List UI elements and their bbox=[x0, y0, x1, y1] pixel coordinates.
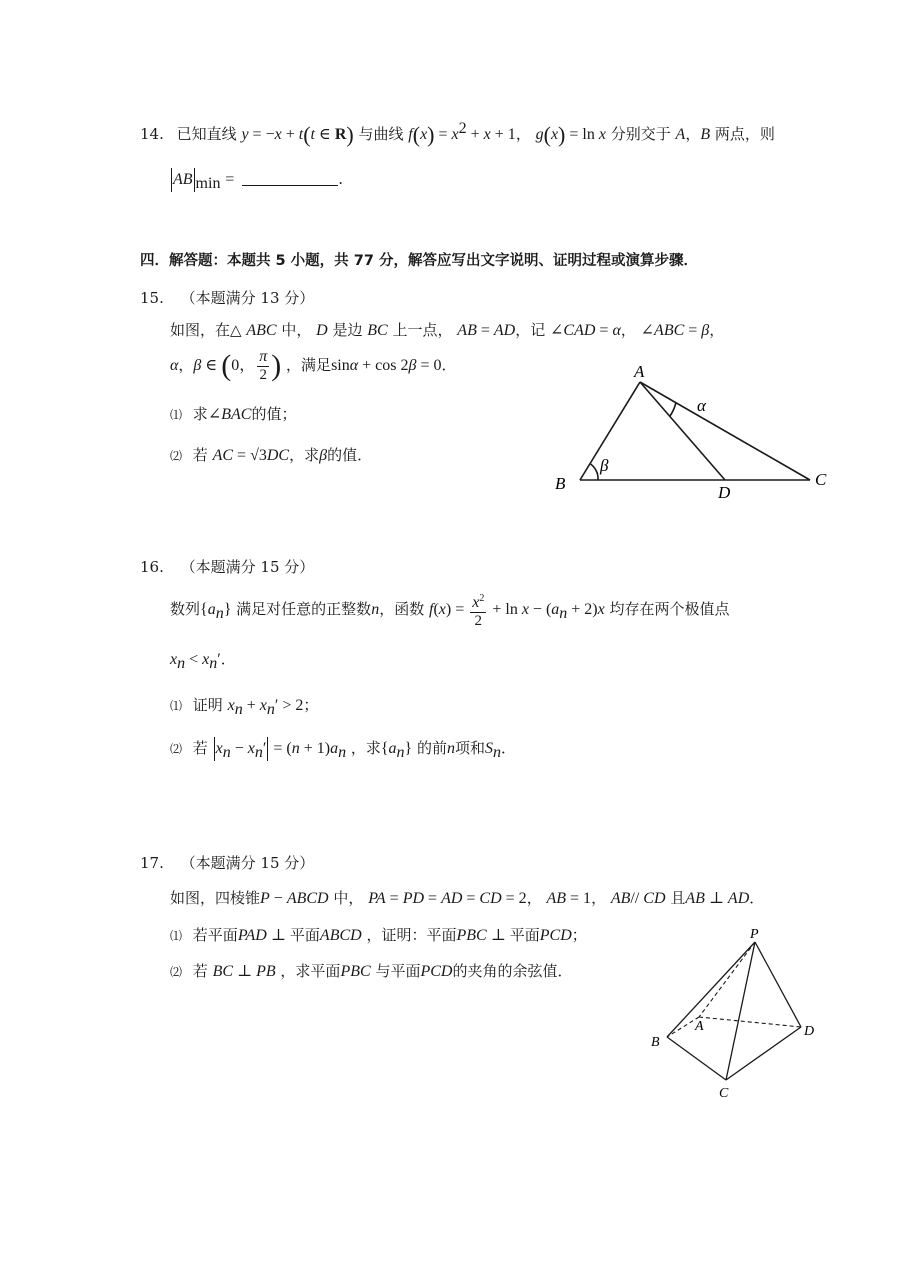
section-4-heading: 四．解答题：本题共 5 小题，共 77 分，解答应写出文字说明、证明过程或演算步骤． bbox=[140, 253, 698, 269]
q16-part2: ⑵ 若 $x_n - x_n' = (n + 1)a_n$ ，求$\{a_n\}$ 的前n项和$S_n$． bbox=[170, 739, 517, 761]
edge-AD bbox=[640, 382, 725, 480]
angle-alpha-arc bbox=[670, 403, 676, 417]
q14-number: 14. bbox=[140, 125, 164, 143]
q15-score: （本题满分 13 分） bbox=[180, 289, 315, 307]
edge-CD bbox=[726, 1027, 801, 1080]
q15-part1: ⑴ 求∠BAC的值； bbox=[170, 405, 297, 423]
vertex-B-label: B bbox=[555, 474, 566, 493]
beta-label: β bbox=[600, 456, 609, 475]
q14-answer-blank[interactable] bbox=[242, 169, 338, 186]
vertex-A-label: A bbox=[634, 362, 645, 381]
q15-triangle-figure bbox=[545, 358, 845, 508]
q17-part1: ⑴ 若平面PAD ⊥ 平面ABCD ，证明：平面PBC ⊥ 平面PCD； bbox=[170, 926, 587, 944]
q17-pyramid-figure bbox=[645, 922, 825, 1104]
q16-score: （本题满分 15 分） bbox=[180, 558, 315, 576]
q15-line2: α，β ∈ (0， $\frac{\pi}{2}$ ) ，满足sinα + cos 2β = 0． bbox=[170, 348, 457, 383]
vertex-A-label: A bbox=[695, 1019, 704, 1034]
q17-part2: ⑵ 若 BC ⊥ PB ，求平面PBC 与平面PCD的夹角的余弦值． bbox=[170, 962, 573, 980]
q16-line1: 数列$\{a_n\}$ 满足对任意的正整数n，函数 f(x) = $\frac{x^2}{2}$ + $\ln x - (a_n + 2)x$ 均存在两个极值点 bbox=[170, 590, 730, 630]
q15-part2: ⑵ 若 AC = √3DC，求β的值． bbox=[170, 446, 373, 464]
edge-PD bbox=[755, 942, 801, 1027]
q16-part1: ⑴ 证明 $x_n + x_n' > 2$； bbox=[170, 696, 319, 718]
q17-header bbox=[140, 852, 314, 873]
edge-AB bbox=[580, 382, 640, 480]
q15-number: 15. bbox=[140, 289, 164, 307]
q15-header bbox=[140, 287, 314, 308]
vertex-D-label: D bbox=[718, 483, 731, 502]
q16-header bbox=[140, 556, 314, 577]
vertex-C-label: C bbox=[815, 470, 827, 489]
q14-line1: 14. 已知直线 y = −x + t(t ∈ R) 与曲线 $f(x) = x^2 + x + 1$， g(x) = ln x 分别交于 A，B 两点，则 bbox=[140, 120, 775, 147]
edge-AD bbox=[699, 1017, 801, 1027]
q17-score: （本题满分 15 分） bbox=[180, 854, 315, 872]
q14-line2: AB $_{min}$ = . bbox=[173, 170, 344, 192]
q16-line2: $x_n < x_n'$． bbox=[170, 650, 236, 672]
vertex-P-label: P bbox=[750, 927, 759, 942]
q15-line1: 如图，在△ ABC 中， D 是边 BC 上一点， AB = AD，记 ∠CAD = α， ∠ABC = β， bbox=[170, 321, 725, 339]
edge-PC bbox=[726, 942, 755, 1080]
alpha-label: α bbox=[697, 396, 706, 415]
angle-beta-arc bbox=[591, 464, 599, 480]
vertex-C-label: C bbox=[719, 1086, 729, 1101]
q17-line1: 如图，四棱锥P − ABCD 中， PA = PD = AD = CD = 2， AB = 1， AB// CD 且AB ⊥ AD． bbox=[170, 889, 765, 907]
q16-number: 16. bbox=[140, 558, 164, 576]
vertex-D-label: D bbox=[804, 1024, 815, 1039]
edge-AC bbox=[640, 382, 810, 480]
edge-BC bbox=[667, 1037, 726, 1080]
q17-number: 17. bbox=[140, 854, 164, 872]
edge-PB bbox=[667, 942, 755, 1037]
vertex-B-label: B bbox=[651, 1035, 660, 1050]
